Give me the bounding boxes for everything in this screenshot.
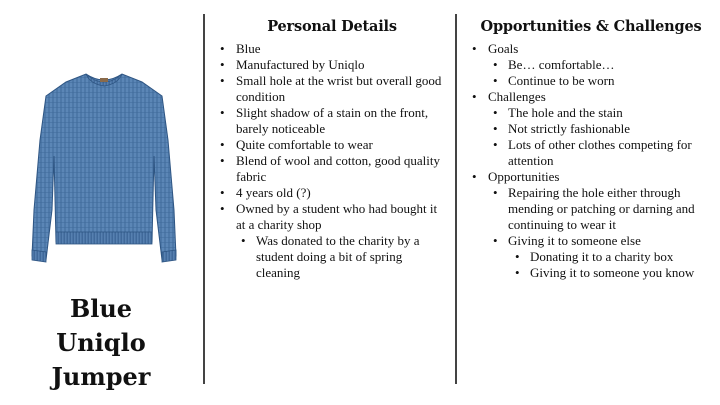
list-item: • Quite comfortable to wear — [216, 137, 448, 153]
personal-details-heading: Personal Details — [267, 18, 397, 35]
opportunities-label: Opportunities — [488, 169, 560, 184]
list-item: • Continue to be worn — [484, 73, 714, 89]
title-line-1: Blue — [69, 294, 133, 323]
personal-details-list — [216, 41, 448, 281]
goals-item — [468, 41, 714, 89]
item-title — [16, 292, 186, 394]
title-line-2: Uniqlo — [56, 328, 146, 357]
opportunities-challenges-column — [468, 18, 714, 281]
list-item: • Small hole at the wrist but overall good condition — [216, 73, 448, 105]
list-item: • Manufactured by Uniqlo — [216, 57, 448, 73]
personal-sub-list — [232, 233, 448, 281]
opportunities-heading: Opportunities & Challenges — [480, 18, 702, 35]
list-item-text: Owned by a student who had bought it at a charity shop — [236, 201, 438, 232]
list-item: • Giving it to someone you know — [508, 265, 714, 281]
list-item — [484, 233, 714, 281]
list-item: • Blue — [216, 41, 448, 57]
challenges-item — [468, 89, 714, 169]
list-item: • Blend of wool and cotton, good quality fabric — [216, 153, 448, 185]
list-item-text: Giving it to someone else — [508, 233, 641, 248]
sweater-image — [14, 60, 194, 280]
giving-sub-list — [508, 249, 714, 281]
list-item: • Slight shadow of a stain on the front, barely noticeable — [216, 105, 448, 137]
goals-label: Goals — [488, 41, 519, 56]
opportunities-list — [468, 41, 714, 281]
column-divider-right — [455, 14, 457, 384]
list-item: • The hole and the stain — [484, 105, 714, 121]
list-item: • 4 years old (?) — [216, 185, 448, 201]
list-item: • Repairing the hole either through mending or patching or darning and continuing to wear it — [484, 185, 714, 233]
goals-sub-list — [484, 57, 714, 89]
list-item: • Was donated to the charity by a student doing a bit of spring cleaning — [232, 233, 448, 281]
blue-sweater-icon — [14, 60, 194, 280]
challenges-label: Challenges — [488, 89, 546, 104]
list-item: • Donating it to a charity box — [508, 249, 714, 265]
opportunities-sub-list — [484, 185, 714, 281]
list-item — [216, 201, 448, 281]
personal-details-column — [216, 18, 448, 281]
list-item: • Lots of other clothes competing for attention — [484, 137, 714, 169]
challenges-sub-list — [484, 105, 714, 169]
title-line-3: Jumper — [51, 362, 151, 391]
list-item: • Be… comfortable… — [484, 57, 714, 73]
opportunities-item — [468, 169, 714, 281]
column-divider-left — [203, 14, 205, 384]
list-item: • Not strictly fashionable — [484, 121, 714, 137]
